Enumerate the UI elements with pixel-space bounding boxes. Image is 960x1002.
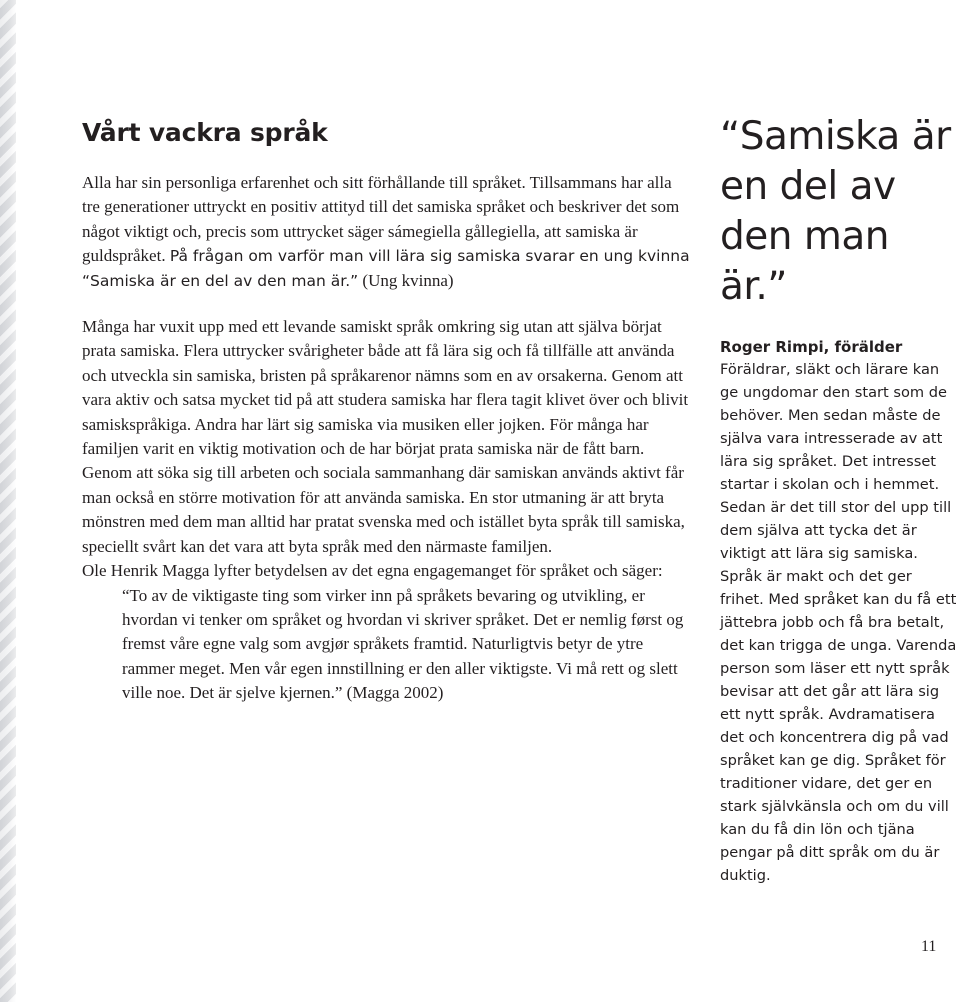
page-number: 11 [921,938,937,955]
paragraph-intro-quote: På frågan om varför man vill lära sig samiska svarar en ung kvinna “Samiska är en del av den man är.” [82,247,690,290]
paragraph-intro [82,171,692,293]
paragraph-body: Många har vuxit upp med ett levande samiskt språk omkring sig utan att själva börjat prata samiska. Flera uttrycker svårigheter både att få lära sig och få tillfälle att använda och utveckla sin samiska, bristen på språkarenor nämns som en av orsakerna. Genom att vara aktiv och satsa mycket tid på att studera samiska har flera tagit klivet över och blivit samiskspråkiga. Andra har lärt sig samiska via musiken eller jojken. För många har familjen varit en viktig motivation och de har börjat prata samiska när de fått barn. Genom att söka sig till arbeten och sociala sammanhang där samiskan används aktivt får man också en större motivation för att använda samiska. En stor utmaning är att bryta mönstren med dem man alltid har pratat svenska med och istället byta språk till samiska, speciellt svårt kan det vara att byta språk med den närmaste familjen. [82,317,689,556]
sidebar-author: Roger Rimpi, förälder [720,338,903,356]
sidebar-text: Föräldrar, släkt och lärare kan ge ungdomar den start som de behöver. Men sedan måste de själva vara intresserade av att lära sig språket. Det intresset startar i skolan och i hemmet. Sedan är det till stor del upp till dem själva att tycka det är viktigt att lära sig samiska. Språk är makt och det ger frihet. Med språket kan du få ett jättebra jobb och få bra betalt, det kan trigga de unga. Varenda person som läser ett nytt språk bevisar att det går att lära sig ett nytt språk. Avdramatisera det och koncentrera dig på vad språket kan ge dig. Språket för traditioner vidare, det ger en stark självkänsla och om du vill kan du få din lön och tjäna pengar på ditt språk om du är duktig. [720,361,957,884]
article-title: Vårt vackra språk [82,118,328,147]
block-quote-magga: “To av de viktigaste ting som virker inn på språkets bevaring og utvikling, er hvordan vi tenker om språket og hvordan vi skriver språket. Det er nemlig først og fremst våre egne valg som avgjør språkets framtid. Naturligtvis betyr de ytre rammer meget. Men vår egen innstillning er den aller viktigste. Vi må rett og slett ville noe. Det är sjelve kjernen.” (Magga 2002) [122,585,684,703]
main-column [82,118,692,706]
page-edge-decoration [0,0,16,1002]
paragraph-magga-intro: Ole Henrik Magga lyfter betydelsen av det egna engagemanget för språket och säger: [82,561,663,581]
sidebar-column [720,112,960,887]
paragraph-intro-text: Alla har sin personliga erfarenhet och sitt förhållande till språket. Tillsammans har alla tre generationer uttryckt en positiv attityd till det samiska språket och beskriver det som något viktigt och, precis som uttrycket säger sámegiella gållegiella, att samiska är guldspråket. [82,173,680,266]
pull-quote: “Samiska är en del av den man är.” [720,114,951,309]
paragraph-intro-source: (Ung kvinna) [362,270,454,290]
